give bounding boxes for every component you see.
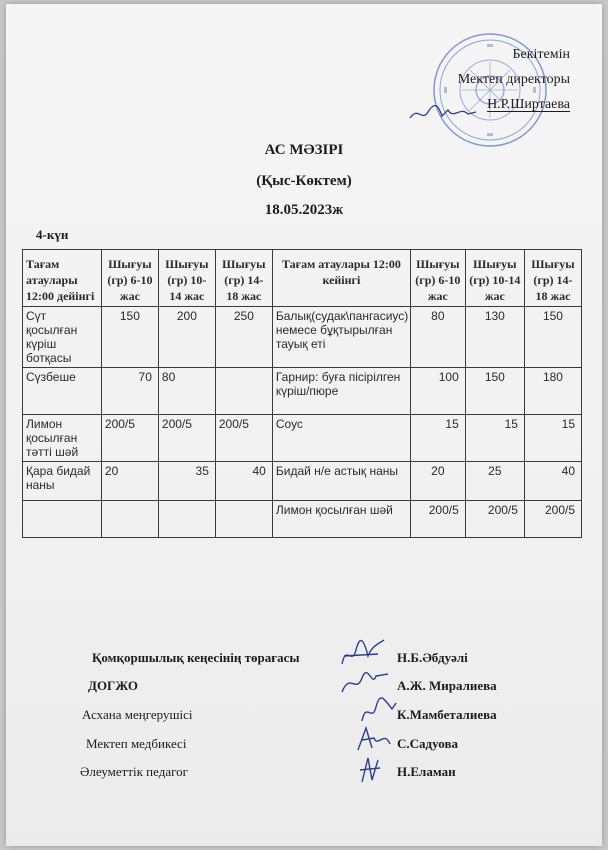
handwritten-signature (338, 636, 388, 670)
table-row (23, 462, 582, 501)
portion-cell: 200/5 (215, 415, 272, 462)
header-name-after-noon: Тағам атаулары 12:00 кейінгі (272, 250, 410, 307)
portion-cell: 15 (465, 415, 524, 462)
dish-before: Лимон қосылған тәтті шәй (23, 415, 102, 462)
portion-cell: 150 (465, 368, 524, 415)
signature-row (0, 736, 608, 762)
signatory-role: Қомқоршылық кеңесінің төрағасы (92, 650, 300, 665)
signature-row (0, 650, 608, 676)
signatory-role: Әлеуметтік педагог (80, 764, 188, 779)
handwritten-signature (340, 668, 390, 698)
portion-cell (101, 501, 158, 538)
portion-cell: 200 (158, 307, 215, 368)
dish-after: Гарнир: буға пісірілген күріш/пюре (272, 368, 410, 415)
header-name-before-noon: Тағам атаулары 12:00 дейінгі (23, 250, 102, 307)
signatory-role: ДОГЖО (88, 678, 138, 693)
signatory-name: Н.Еламан (397, 764, 456, 779)
portion-cell: 130 (465, 307, 524, 368)
dish-after: Бидай н/е астық наны (272, 462, 410, 501)
portion-cell: 80 (158, 368, 215, 415)
dish-after: Балық(судак\пангасиус) немесе бұқтырылған тауық еті (272, 307, 410, 368)
signatory-name: С.Садуова (397, 736, 458, 751)
portion-cell: 25 (465, 462, 524, 501)
dish-after: Соус (272, 415, 410, 462)
portion-cell (215, 368, 272, 415)
handwritten-signature (354, 722, 394, 756)
portion-cell: 15 (410, 415, 465, 462)
signatory-name: А.Ж. Миралиева (397, 678, 497, 693)
portion-cell: 40 (524, 462, 581, 501)
portion-cell: 200/5 (410, 501, 465, 538)
portion-cell: 20 (410, 462, 465, 501)
approval-director-name: Н.Р.Ширтаева (487, 97, 570, 112)
portion-cell: 35 (158, 462, 215, 501)
signatory-role: Мектеп медбикесі (86, 736, 187, 751)
portion-cell: 70 (101, 368, 158, 415)
signatory-role: Асхана меңгерушісі (82, 707, 193, 722)
portion-cell: 80 (410, 307, 465, 368)
portion-cell: 200/5 (158, 415, 215, 462)
signatory-name: К.Мамбеталиева (397, 707, 497, 722)
portion-cell (215, 501, 272, 538)
signature-row (0, 764, 608, 790)
menu-season: (Қыс-Көктем) (256, 173, 352, 189)
table-row (23, 307, 582, 368)
menu-date: 18.05.2023ж (264, 202, 344, 218)
dish-before (23, 501, 102, 538)
table-row (23, 368, 582, 415)
header-portion-6-10-after: Шығуы (гр) 6-10 жас (410, 250, 465, 307)
portion-cell: 200/5 (465, 501, 524, 538)
portion-cell: 40 (215, 462, 272, 501)
portion-cell: 200/5 (101, 415, 158, 462)
signature-row (0, 678, 608, 704)
header-portion-10-14: Шығуы (гр) 10-14 жас (158, 250, 215, 307)
portion-cell: 150 (101, 307, 158, 368)
dish-before: Қара бидай наны (23, 462, 102, 501)
header-portion-10-14-after: Шығуы (гр) 10-14 жас (465, 250, 524, 307)
portion-cell: 250 (215, 307, 272, 368)
portion-cell: 180 (524, 368, 581, 415)
signature-row (0, 707, 608, 733)
dish-before: Сүт қосылған күріш ботқасы (23, 307, 102, 368)
portion-cell (158, 501, 215, 538)
header-portion-14-18: Шығуы (гр) 14-18 жас (215, 250, 272, 307)
signatory-name: Н.Б.Әбдуәлі (397, 650, 468, 665)
approval-approve-label: Бекітемін (512, 47, 570, 62)
table-row (23, 501, 582, 538)
menu-table (22, 249, 582, 538)
portion-cell: 200/5 (524, 501, 581, 538)
portion-cell: 15 (524, 415, 581, 462)
approval-position: Мектеп директоры (457, 72, 570, 87)
dish-after: Лимон қосылған шәй (272, 501, 410, 538)
table-row (23, 415, 582, 462)
menu-day-label: 4-күн (36, 227, 69, 242)
portion-cell: 150 (524, 307, 581, 368)
header-portion-14-18-after: Шығуы (гр) 14-18 жас (524, 250, 581, 307)
header-portion-6-10: Шығуы (гр) 6-10 жас (101, 250, 158, 307)
dish-before: Сүзбеше (23, 368, 102, 415)
portion-cell: 20 (101, 462, 158, 501)
director-signature (408, 100, 478, 126)
table-header-row (23, 250, 582, 307)
portion-cell: 100 (410, 368, 465, 415)
handwritten-signature (356, 754, 386, 786)
menu-title: АС МӘЗІРІ (264, 142, 344, 158)
